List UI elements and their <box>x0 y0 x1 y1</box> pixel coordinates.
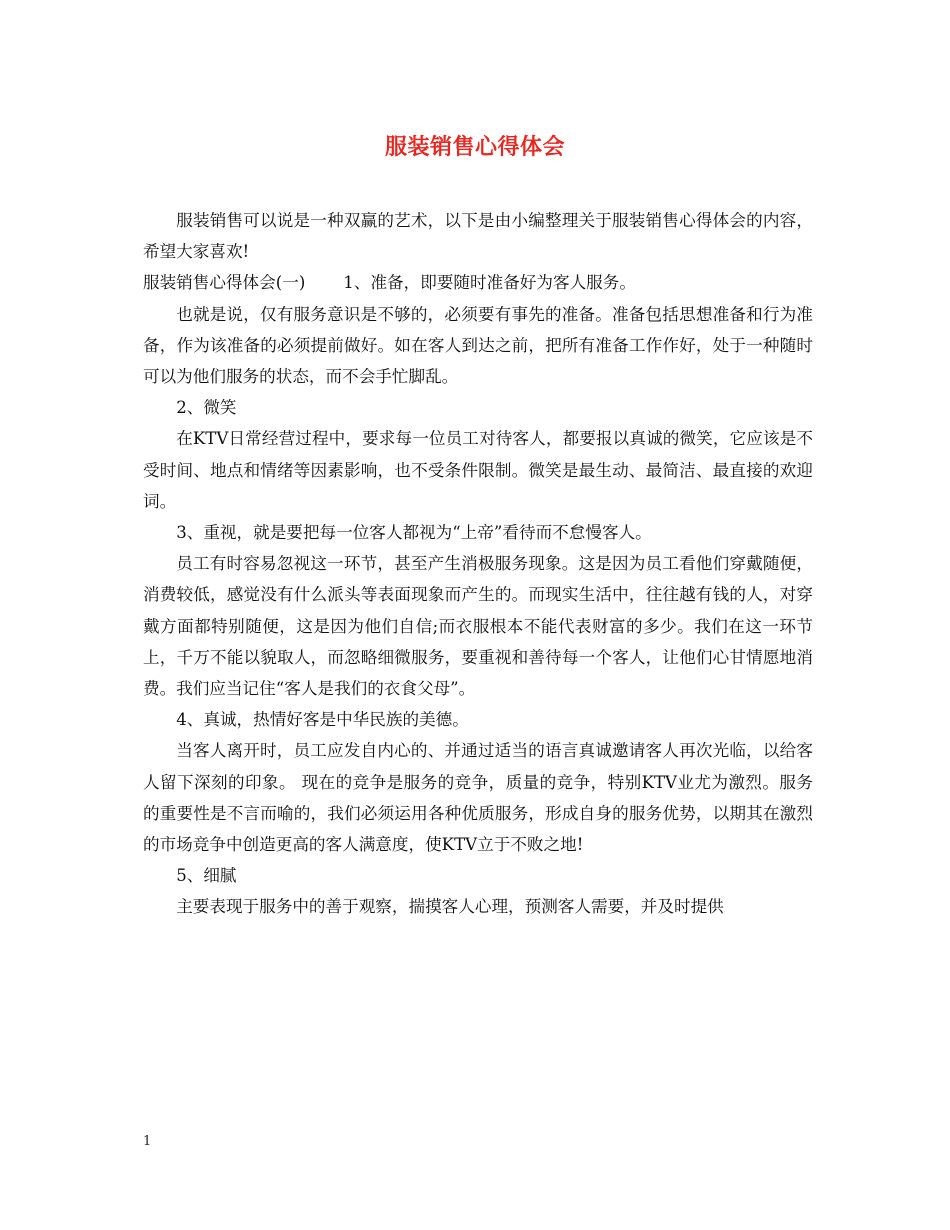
point3-paragraph: 员工有时容易忽视这一环节，甚至产生消极服务现象。这是因为员工看他们穿戴随便，消费较低，感觉没有什么派头等表面现象而产生的。而现实生活中，往往越有钱的人，对穿戴方面都特别随便，这是因为他们自信;而衣服根本不能代表财富的多少。我们在这一环节上，千万不能以貌取人，而忽略细微服务，要重视和善待每一个客人，让他们心甘情愿地消费。我们应当记住“客人是我们的衣食父母”。 <box>143 554 813 699</box>
section-heading: 服装销售心得体会(一) <box>143 273 306 293</box>
page-number: 1 <box>143 1134 152 1149</box>
point2-heading: 2、微笑 <box>176 398 237 418</box>
document-title: 服装销售心得体会 <box>384 134 565 160</box>
point5-heading: 5、细腻 <box>176 866 237 886</box>
document-body <box>143 205 813 923</box>
point3-heading: 3、重视，就是要把每一位客人都视为“上帝”看待而不怠慢客人。 <box>176 523 652 543</box>
point1-heading: 1、准备，即要随时准备好为客人服务。 <box>343 273 636 293</box>
section-line <box>143 267 813 298</box>
point1-paragraph: 也就是说，仅有服务意识是不够的，必须要有事先的准备。准备包括思想准备和行为准备，作为该准备的必须提前做好。如在客人到达之前，把所有准备工作作好，处于一种随时可以为他们服务的状态，而不会手忙脚乱。 <box>143 304 813 387</box>
point5-paragraph: 主要表现于服务中的善于观察，揣摸客人心理，预测客人需要，并及时提供 <box>176 897 724 917</box>
point4-heading: 4、真诚，热情好客是中华民族的美德。 <box>176 710 469 730</box>
point2-paragraph: 在KTV日常经营过程中，要求每一位员工对待客人，都要报以真诚的微笑，它应该是不受时间、地点和情绪等因素影响，也不受条件限制。微笑是最生动、最简洁、最直接的欢迎词。 <box>143 429 813 511</box>
point4-paragraph: 当客人离开时，员工应发自内心的、并通过适当的语言真诚邀请客人再次光临，以给客人留下深刻的印象。 现在的竞争是服务的竞争，质量的竞争，特别KTV业尤为激烈。服务的重要性是不言而喻的，我们必须运用各种优质服务，形成自身的服务优势，以期其在激烈的市场竞争中创造更高的客人满意度，使KTV立于不败之地! <box>143 741 813 855</box>
intro-paragraph: 服装销售可以说是一种双赢的艺术，以下是由小编整理关于服装销售心得体会的内容，希望大家喜欢! <box>143 211 813 262</box>
